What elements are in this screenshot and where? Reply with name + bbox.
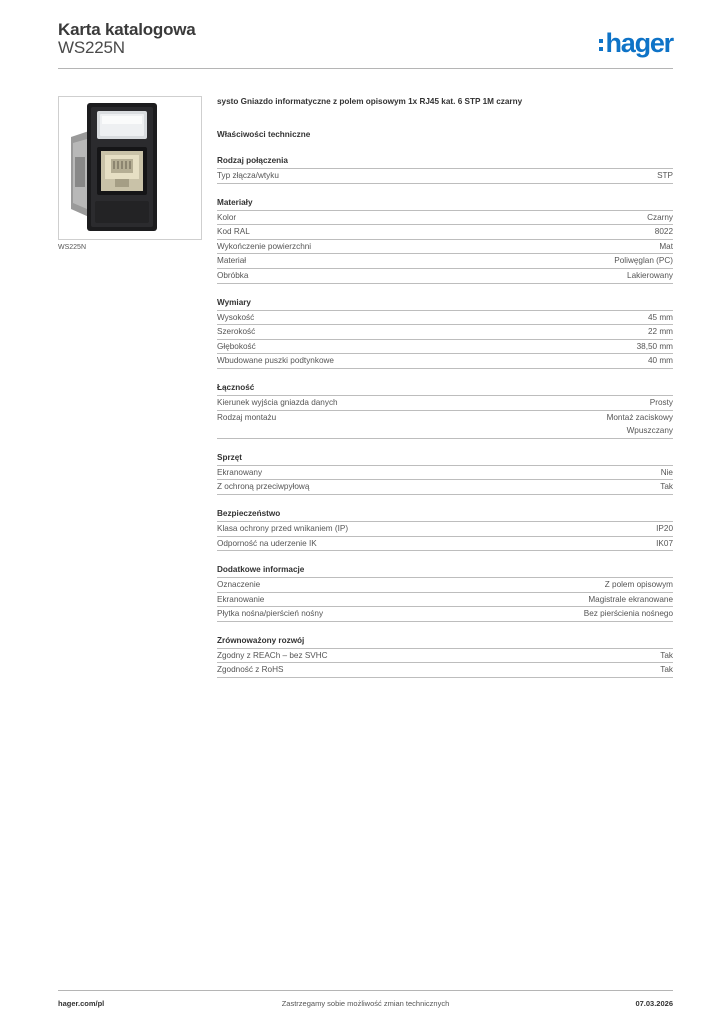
property-label: Głębokość [217, 341, 256, 351]
property-label: Płytka nośna/pierścień nośny [217, 609, 324, 619]
group-title: Sprzęt [217, 452, 243, 462]
property-table [217, 521, 673, 551]
property-value [605, 578, 673, 592]
property-label: Oznaczenie [217, 580, 261, 590]
property-value [648, 354, 673, 368]
header-divider [58, 68, 673, 69]
property-value [637, 340, 673, 354]
property-value [650, 396, 673, 410]
property-row [217, 324, 673, 339]
property-value-line: 8022 [654, 227, 673, 237]
property-table [217, 465, 673, 495]
property-value-line: Tak [660, 650, 673, 660]
property-value [661, 466, 673, 480]
footer-disclaimer: Zastrzegamy sobie możliwość zmian technicznych [281, 999, 450, 1008]
property-groups [217, 156, 673, 678]
group-title: Bezpieczeństwo [217, 508, 281, 518]
property-value [627, 269, 673, 283]
logo-text: hager [605, 28, 673, 58]
product-code: WS225N [58, 38, 125, 57]
property-value-line: Prosty [649, 397, 673, 407]
page-title: Karta katalogowa [58, 20, 196, 39]
property-value-line: Lakierowany [627, 270, 673, 280]
property-value [588, 593, 673, 607]
group-title: Rodzaj połączenia [217, 156, 288, 165]
property-value-line: IK07 [656, 538, 673, 548]
property-value-line: STP [657, 171, 673, 180]
property-value [648, 311, 673, 325]
property-value [660, 649, 673, 663]
property-value-line: Bez pierścienia nośnego [583, 609, 673, 619]
property-value-line: Magistrale ekranowane [588, 594, 673, 604]
property-table [217, 577, 673, 622]
property-label: Typ złącza/wtyku [217, 171, 279, 180]
property-table [217, 395, 673, 439]
property-row [217, 662, 673, 678]
property-row [217, 253, 673, 268]
property-table [217, 210, 673, 284]
product-details [217, 96, 673, 678]
property-value-line: Wpuszczany [626, 426, 673, 436]
property-label: Szerokość [217, 327, 256, 337]
property-row [217, 577, 673, 592]
property-label: Ekranowany [217, 467, 263, 477]
property-label: Wysokość [217, 312, 255, 322]
product-description: systo Gniazdo informatyczne z polem opisowym 1x RJ45 kat. 6 STP 1M czarny [217, 97, 523, 106]
property-value [648, 325, 673, 339]
product-image [58, 96, 202, 240]
page-header [58, 20, 673, 68]
group-title: Zrównoważony rozwój [217, 635, 305, 645]
rj45-socket-icon [59, 97, 201, 239]
logo-dots-icon [599, 39, 603, 51]
property-value-line: Czarny [647, 212, 673, 222]
property-value-line: IP20 [656, 523, 673, 533]
property-value-line: 38,50 mm [636, 341, 673, 351]
section-title: Właściwości techniczne [217, 130, 311, 139]
property-row [217, 310, 673, 325]
property-label: Zgodność z RoHS [217, 665, 284, 675]
property-value-line: Tak [660, 665, 673, 675]
property-label: Odporność na uderzenie IK [217, 538, 317, 548]
property-row [217, 536, 673, 552]
property-value [657, 169, 673, 183]
property-label: Kolor [217, 212, 237, 222]
property-table [217, 310, 673, 369]
property-row [217, 521, 673, 536]
property-row [217, 606, 673, 622]
property-label: Rodzaj montażu [217, 412, 277, 422]
property-value [660, 480, 673, 494]
property-value [656, 537, 673, 551]
property-row [217, 268, 673, 284]
property-value-line: Mat [659, 241, 673, 251]
property-label: Kierunek wyjścia gniazda danych [217, 397, 338, 407]
hager-logo[interactable] [599, 29, 673, 57]
property-label: Klasa ochrony przed wnikaniem (IP) [217, 523, 349, 533]
property-row [217, 395, 673, 410]
property-table [217, 168, 673, 184]
property-row [217, 648, 673, 663]
property-label: Wykończenie powierzchni [217, 241, 312, 251]
property-row [217, 224, 673, 239]
property-value-line: 40 mm [647, 356, 673, 366]
property-value [659, 240, 673, 254]
property-row [217, 210, 673, 225]
image-caption: WS225N [58, 244, 87, 251]
footer-website-link[interactable]: hager.com/pl [58, 999, 105, 1008]
property-value-line: Z polem opisowym [604, 580, 673, 590]
property-value [655, 225, 673, 239]
property-label: Z ochroną przeciwpyłową [217, 482, 310, 492]
property-row [217, 168, 673, 184]
property-label: Ekranowanie [217, 594, 265, 604]
property-value-line: 45 mm [647, 312, 673, 322]
property-value [647, 211, 673, 225]
property-value [607, 411, 673, 438]
group-title: Dodatkowe informacje [217, 565, 305, 575]
property-value-line: Poliwęglan (PC) [614, 256, 673, 266]
group-title: Materiały [217, 197, 253, 207]
property-value [660, 663, 673, 677]
footer-divider [58, 990, 673, 991]
property-row [217, 592, 673, 607]
property-value [656, 522, 673, 536]
property-label: Zgodny z REACh – bez SVHC [217, 650, 328, 660]
property-label: Materiał [217, 256, 247, 266]
group-title: Łączność [217, 382, 255, 392]
property-value-line: Montaż zaciskowy [606, 412, 673, 422]
property-row [217, 353, 673, 369]
property-value [614, 254, 673, 268]
property-row [217, 339, 673, 354]
property-label: Wbudowane puszki podtynkowe [217, 356, 334, 366]
page-footer [58, 999, 673, 1009]
property-value-line: Tak [660, 482, 673, 492]
property-value-line: 22 mm [647, 327, 673, 337]
property-row [217, 465, 673, 480]
property-label: Kod RAL [217, 227, 250, 237]
group-title: Wymiary [217, 297, 251, 307]
property-table [217, 648, 673, 678]
property-label: Obróbka [217, 270, 249, 280]
property-value [584, 607, 673, 621]
property-value-line: Nie [660, 467, 673, 477]
property-row [217, 410, 673, 439]
footer-date: 07.03.2026 [635, 999, 673, 1008]
property-row [217, 239, 673, 254]
property-row [217, 479, 673, 495]
